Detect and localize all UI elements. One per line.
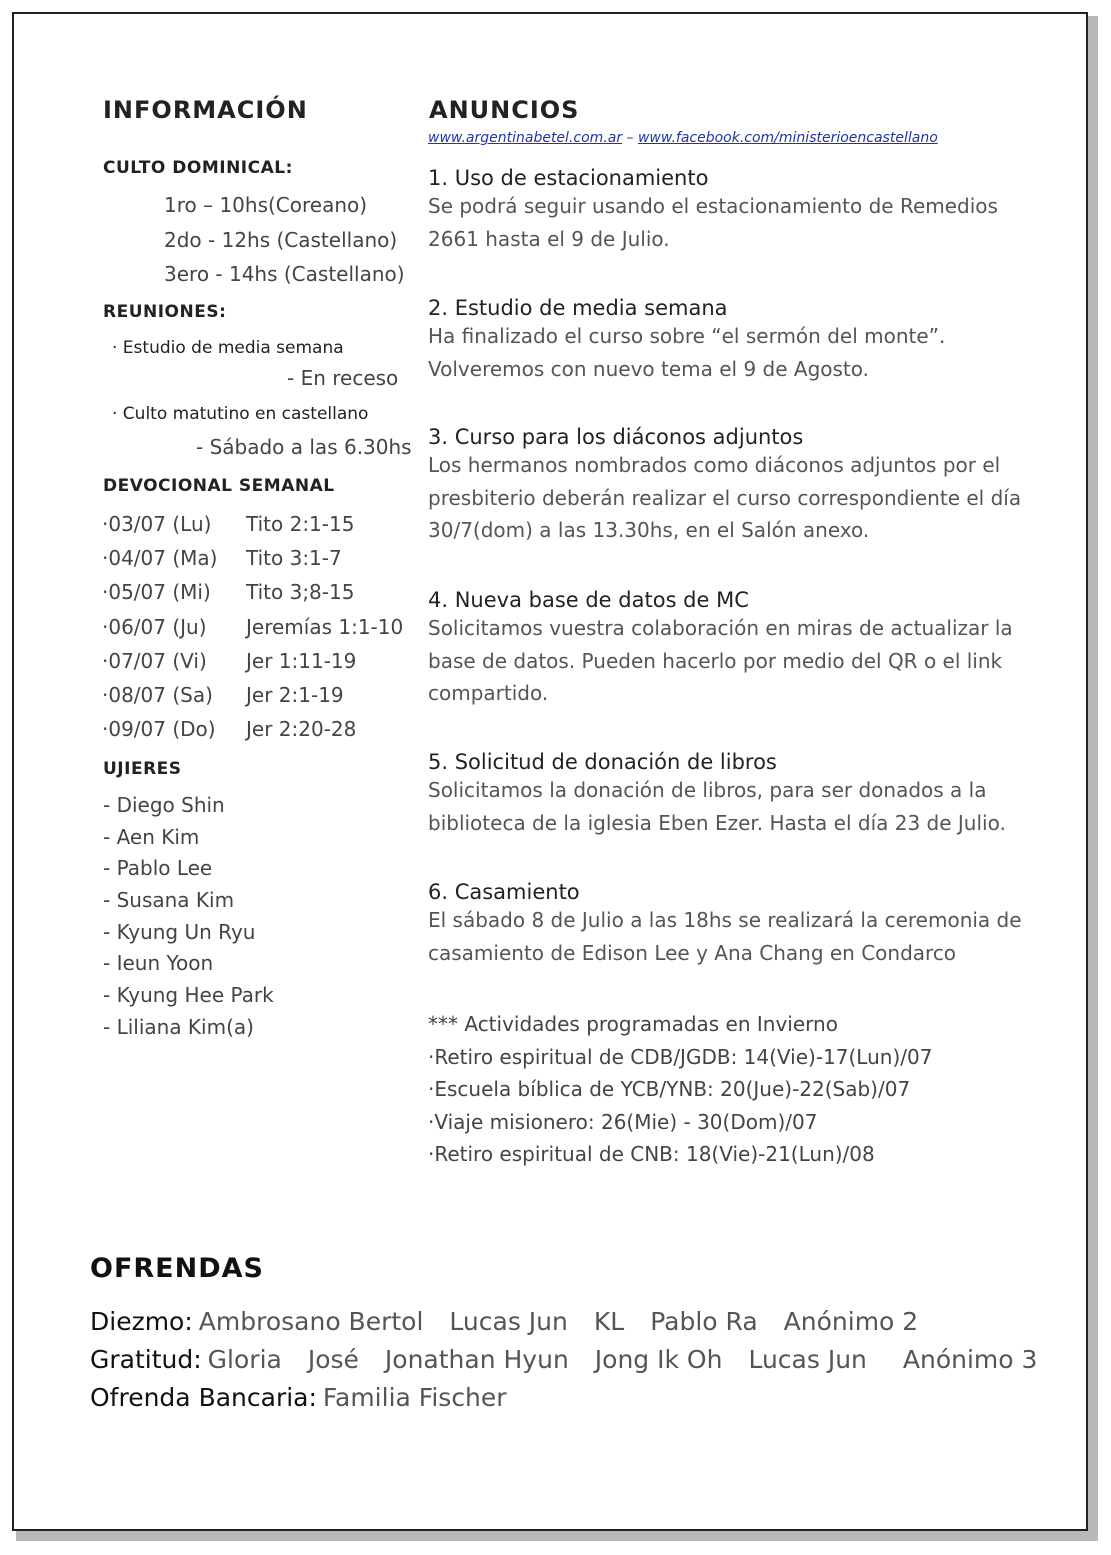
devocional-ref: Jeremías 1:1-10 xyxy=(246,614,404,639)
announcement-title: 1. Uso de estacionamiento xyxy=(428,166,709,190)
devocional-row xyxy=(102,712,403,746)
devocional-date: ·05/07 (Mi) xyxy=(102,580,211,605)
donor-name: José xyxy=(307,1344,359,1374)
link-separator: – xyxy=(622,130,638,146)
announcement-body: Solicitamos vuestra colaboración en miras de actualizar la base de datos. Pueden hacerlo por medio del QR o el link compartido. xyxy=(428,616,1013,705)
ujier-name: - Kyung Hee Park xyxy=(103,982,274,1007)
devocional-row xyxy=(102,507,403,541)
devocional-row xyxy=(102,678,403,712)
devocional-date: ·06/07 (Ju) xyxy=(102,614,207,639)
activity-item: ·Retiro espiritual de CDB/JGDB: 14(Vie)-17(Lun)/07 xyxy=(428,1044,933,1069)
reunion-detail: - Sábado a las 6.30hs xyxy=(196,435,412,459)
announcement xyxy=(428,166,1038,255)
announcement xyxy=(428,296,1038,385)
announcement xyxy=(428,588,1038,710)
devocional-row xyxy=(102,541,403,575)
donor-name: Anónimo 3 xyxy=(902,1344,1038,1374)
devocional-row xyxy=(102,644,403,678)
devocional-title: DEVOCIONAL SEMANAL xyxy=(103,476,335,496)
donor-name: Pablo Ra xyxy=(650,1306,758,1336)
activity-item: ·Viaje misionero: 26(Mie) - 30(Dom)/07 xyxy=(428,1109,818,1134)
ofrendas-block xyxy=(90,1302,1037,1416)
devocional-ref: Jer 1:11-19 xyxy=(246,648,357,673)
announcement xyxy=(428,880,1038,969)
activities-title: *** Actividades programadas en Invierno xyxy=(428,1012,838,1037)
devocional-date: ·03/07 (Lu) xyxy=(102,512,212,537)
ujier-name: - Ieun Yoon xyxy=(103,951,214,976)
website-link[interactable]: www.argentinabetel.com.ar xyxy=(428,130,623,146)
announcement xyxy=(428,750,1038,839)
announcement-title: 5. Solicitud de donación de libros xyxy=(428,750,777,774)
reuniones-title: REUNIONES: xyxy=(103,302,227,322)
culto-item: 3ero - 14hs (Castellano) xyxy=(164,262,405,286)
devocional-ref: Tito 3;8-15 xyxy=(246,580,355,605)
diezmo-row xyxy=(90,1302,1037,1340)
facebook-link[interactable]: www.facebook.com/ministerioencastellano xyxy=(637,130,938,146)
donor-name: Familia Fischer xyxy=(322,1382,507,1412)
announcement-title: 2. Estudio de media semana xyxy=(428,296,728,320)
donor-name: KL xyxy=(593,1306,625,1336)
culto-item: 1ro – 10hs(Coreano) xyxy=(164,193,368,217)
gratitud-label: Gratitud: xyxy=(90,1344,202,1374)
devocional-date: ·04/07 (Ma) xyxy=(102,546,218,571)
anuncios-heading: ANUNCIOS xyxy=(429,96,580,124)
devocional-ref: Jer 2:1-19 xyxy=(246,683,344,708)
donor-name: Anónimo 2 xyxy=(783,1306,919,1336)
bancaria-row xyxy=(90,1378,1037,1416)
devocional-date: ·08/07 (Sa) xyxy=(102,683,213,708)
reunion-detail: - En receso xyxy=(287,366,399,390)
announcement-body: Se podrá seguir usando el estacionamiento de Remedios 2661 hasta el 9 de Julio. xyxy=(428,194,998,251)
info-heading: INFORMACIÓN xyxy=(103,96,308,124)
donor-name: Jong Ik Oh xyxy=(594,1344,723,1374)
announcement-body: Solicitamos la donación de libros, para ser donados a la biblioteca de la iglesia Eben Ezer. Hasta el día 23 de Julio. xyxy=(428,778,1006,835)
devocional-ref: Tito 2:1-15 xyxy=(246,512,355,537)
ujier-name: - Kyung Un Ryu xyxy=(103,919,256,944)
devocional-row xyxy=(102,575,403,609)
activities-block xyxy=(428,1008,932,1171)
gratitud-row xyxy=(90,1340,1037,1378)
announcement-title: 4. Nueva base de datos de MC xyxy=(428,588,749,612)
ujieres-list xyxy=(103,789,274,1043)
donor-name: Lucas Jun xyxy=(748,1344,867,1374)
activity-item: ·Retiro espiritual de CNB: 18(Vie)-21(Lun)/08 xyxy=(428,1142,875,1167)
devocional-ref: Jer 2:20-28 xyxy=(246,717,357,742)
reunion-item: · Culto matutino en castellano xyxy=(112,404,369,424)
devocional-ref: Tito 3:1-7 xyxy=(246,546,342,571)
announcement-title: 3. Curso para los diáconos adjuntos xyxy=(428,425,804,449)
ujier-name: - Aen Kim xyxy=(103,824,200,849)
ujieres-title: UJIERES xyxy=(103,759,182,779)
reunion-item: · Estudio de media semana xyxy=(112,338,344,358)
donor-name: Ambrosano Bertol xyxy=(198,1306,424,1336)
donor-name: Lucas Jun xyxy=(449,1306,568,1336)
announcement-body: Ha finalizado el curso sobre “el sermón del monte”. Volveremos con nuevo tema el 9 de Agosto. xyxy=(428,324,946,381)
ujier-name: - Pablo Lee xyxy=(103,856,213,881)
links-line xyxy=(428,130,938,146)
announcement xyxy=(428,425,1038,547)
activity-item: ·Escuela bíblica de YCB/YNB: 20(Jue)-22(Sab)/07 xyxy=(428,1077,911,1102)
culto-item: 2do - 12hs (Castellano) xyxy=(164,228,398,252)
announcement-title: 6. Casamiento xyxy=(428,880,580,904)
devocional-date: ·07/07 (Vi) xyxy=(102,648,207,673)
diezmo-label: Diezmo: xyxy=(90,1306,193,1336)
announcement-body: El sábado 8 de Julio a las 18hs se realizará la ceremonia de casamiento de Edison Lee y Ana Chang en Condarco xyxy=(428,908,1022,965)
announcement-body: Los hermanos nombrados como diáconos adjuntos por el presbiterio deberán realizar el curso correspondiente el día 30/7(dom) a las 13.30hs, en el Salón anexo. xyxy=(428,453,1022,542)
devocional-list xyxy=(102,507,403,746)
ofrendas-title: OFRENDAS xyxy=(90,1253,264,1284)
bancaria-label: Ofrenda Bancaria: xyxy=(90,1382,317,1412)
devocional-date: ·09/07 (Do) xyxy=(102,717,216,742)
devocional-row xyxy=(102,610,403,644)
ujier-name: - Diego Shin xyxy=(103,792,225,817)
ujier-name: - Susana Kim xyxy=(103,887,235,912)
ujier-name: - Liliana Kim(a) xyxy=(103,1014,254,1039)
donor-name: Jonathan Hyun xyxy=(384,1344,569,1374)
culto-title: CULTO DOMINICAL: xyxy=(103,158,293,178)
donor-name: Gloria xyxy=(207,1344,282,1374)
